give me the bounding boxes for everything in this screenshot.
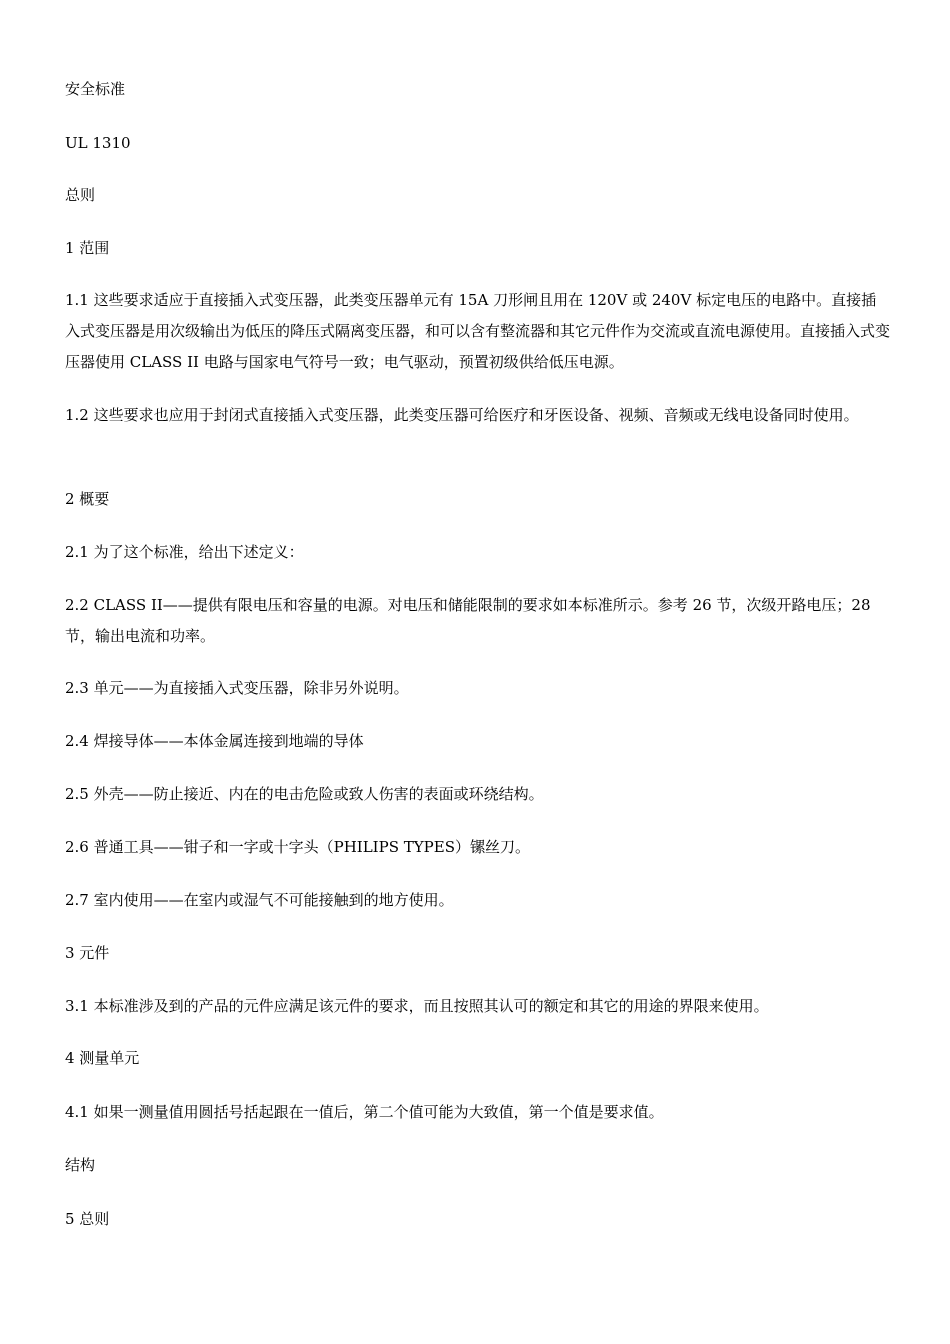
clause-paragraph: 2.7 室内使用——在室内或湿气不可能接触到的地方使用。 [65, 891, 454, 909]
section-heading: 2 概要 [65, 490, 110, 508]
clause-paragraph: 2.5 外壳——防止接近、内在的电击危险或致人伤害的表面或环绕结构。 [65, 785, 544, 803]
clause-paragraph: 2.1 为了这个标准，给出下述定义： [65, 543, 304, 561]
section-heading: 1 范围 [65, 239, 110, 257]
clause-paragraph: 3.1 本标准涉及到的产品的元件应满足该元件的要求，而且按照其认可的额定和其它的用途的界限来使用。 [65, 997, 769, 1015]
clause-paragraph: 2.2 CLASS II——提供有限电压和容量的电源。对电压和储能限制的要求如本标准所示。参考 26 节，次级开路电压；28 节，输出电流和功率。 [65, 596, 871, 645]
section-heading: 5 总则 [65, 1210, 110, 1228]
clause-paragraph: 2.6 普通工具——钳子和一字或十字头（PHILIPS TYPES）镙丝刀。 [65, 838, 530, 856]
clause-paragraph: 2.3 单元——为直接插入式变压器，除非另外说明。 [65, 679, 409, 697]
clause-paragraph: 1.2 这些要求也应用于封闭式直接插入式变压器，此类变压器可给医疗和牙医设备、视频、音频或无线电设备同时使用。 [65, 406, 859, 424]
clause-paragraph: 2.4 焊接导体——本体金属连接到地端的导体 [65, 732, 364, 750]
clause-paragraph: 4.1 如果一测量值用圆括号括起跟在一值后，第二个值可能为大致值，第一个值是要求值。 [65, 1103, 664, 1121]
document-heading: 安全标准 [65, 80, 126, 98]
section-heading: 总则 [65, 186, 96, 204]
section-heading: 3 元件 [65, 944, 110, 962]
part-heading: 结构 [65, 1156, 96, 1174]
clause-paragraph: 1.1 这些要求适应于直接插入式变压器，此类变压器单元有 15A 刀形闸且用在 120V 或 240V 标定电压的电路中。直接插入式变压器是用次级输出为低压的降压式隔离变压器，和可以含有整流器和其它元件作为交流或直流电源使用。直接插入式变压器使用 CLASS II 电路与国家电气符号一致；电气驱动，预置初级供给低压电源。 [65, 291, 891, 371]
standard-number: UL 1310 [65, 134, 131, 152]
section-heading: 4 测量单元 [65, 1049, 140, 1067]
